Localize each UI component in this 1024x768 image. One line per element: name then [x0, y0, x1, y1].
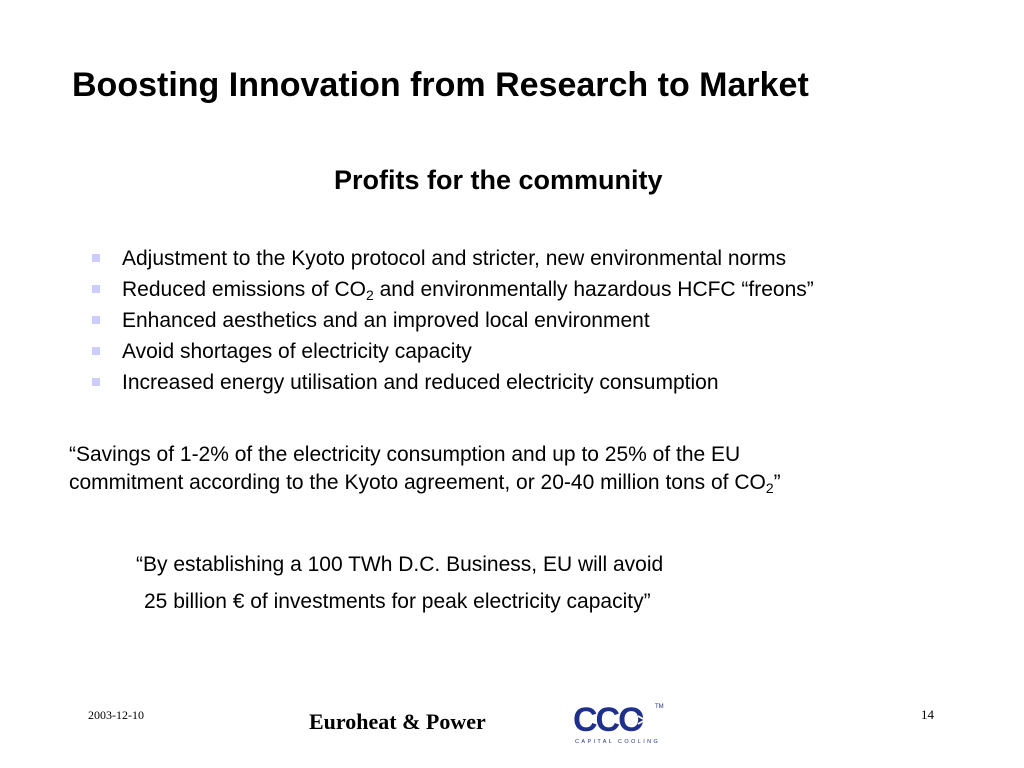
- bullet-item: [92, 274, 814, 305]
- quote-line-2: [69, 469, 781, 497]
- subscript: 2: [365, 287, 374, 303]
- logo-letters: CCO: [573, 701, 643, 739]
- square-bullet-icon: [92, 347, 100, 355]
- bullet-item: [92, 367, 814, 398]
- slide-subtitle: Profits for the community: [334, 165, 663, 195]
- slide-title: Boosting Innovation from Research to Market: [72, 66, 809, 104]
- capital-cooling-logo: [573, 700, 665, 746]
- subscript: 2: [765, 480, 774, 496]
- square-bullet-icon: [92, 254, 100, 262]
- bullet-item: [92, 305, 814, 336]
- square-bullet-icon: [92, 285, 100, 293]
- bullet-text: Avoid shortages of electricity capacity: [122, 340, 472, 363]
- bullet-text-cont: and environmentally hazardous HCFC “freons”: [379, 278, 814, 301]
- logo-subtitle: CAPITAL COOLING: [575, 739, 661, 745]
- quote-close: ”: [773, 471, 781, 494]
- investment-quote: [136, 546, 663, 620]
- square-bullet-icon: [92, 378, 100, 386]
- quote-text: commitment according to the Kyoto agreement, or 20-40 million tons of CO: [69, 471, 766, 494]
- quote-line-2: 25 billion € of investments for peak electricity capacity”: [144, 590, 651, 613]
- quote-line: “Savings of 1-2% of the electricity consumption and up to 25% of the EU: [69, 443, 741, 466]
- quote-line: “By establishing a 100 TWh D.C. Business, EU will avoid: [136, 553, 664, 576]
- logo-trademark: TM: [655, 704, 664, 710]
- square-bullet-icon: [92, 316, 100, 324]
- bullet-text: Enhanced aesthetics and an improved local environment: [122, 309, 650, 332]
- bullet-text: Increased energy utilisation and reduced electricity consumption: [122, 371, 719, 394]
- bullet-item: [92, 336, 814, 367]
- page-number: 14: [921, 707, 934, 722]
- footer-organization: Euroheat & Power: [309, 709, 486, 734]
- bullet-list: [92, 243, 814, 398]
- bullet-text: Reduced emissions of CO: [122, 278, 366, 301]
- footer-date: 2003-12-10: [88, 708, 144, 722]
- bullet-item: [92, 243, 814, 274]
- bullet-text: Adjustment to the Kyoto protocol and stricter, new environmental norms: [122, 247, 787, 270]
- savings-quote: [69, 441, 781, 497]
